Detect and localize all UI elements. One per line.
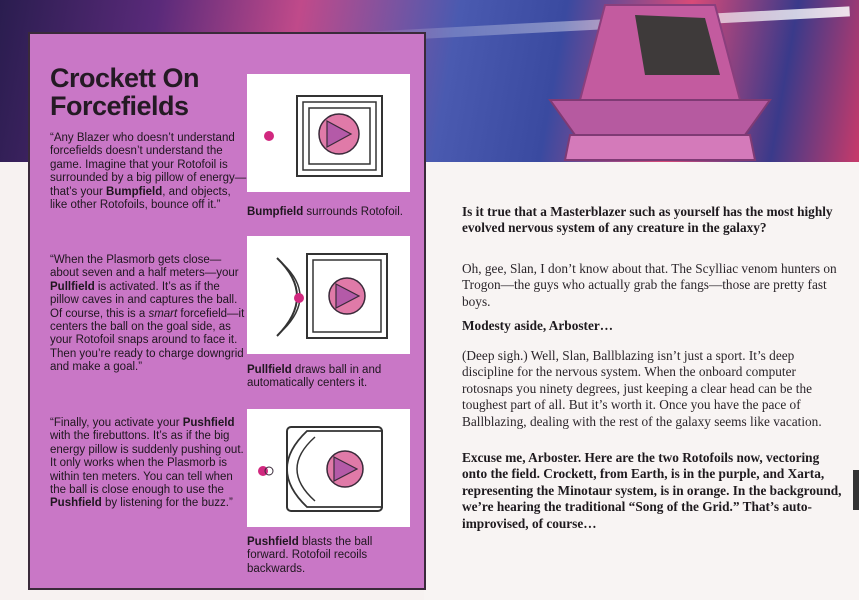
rotofoil-illustration bbox=[540, 0, 780, 162]
bumpfield-diagram bbox=[247, 74, 410, 192]
pushfield-caption: Pushfield blasts the ball forward. Rotofoil recoils backwards. bbox=[247, 536, 373, 575]
question-3: Excuse me, Arboster. Here are the two Rotofoils now, vectoring onto the field. Crockett, from Earth, is in the purple, and Xarta, representing the Minotaur system, is in orange. In the background, we’re hearing the traditional “Song of the Grid.” That’s auto-improvised, of course… bbox=[462, 450, 842, 531]
pullfield-diagram bbox=[247, 236, 410, 354]
question-2: Modesty aside, Arboster… bbox=[462, 318, 614, 333]
page-edge bbox=[853, 470, 859, 510]
pushfield-diagram bbox=[247, 409, 410, 527]
pullfield-paragraph: “When the Plasmorb gets close—about seven and a half meters—your Pullfield is activated. It’s as if the pillow caves in and captures the ball. Of course, this is a smart forcefield—it centers the ball on the goal side, as your Rotofoil snaps around to face it. Then you’re ready to charge downgrid and make a goal.” bbox=[50, 254, 245, 374]
question-1: Is it true that a Masterblazer such as yourself has the most highly evolved nervous system of any creature in the galaxy? bbox=[462, 204, 833, 236]
pushfield-paragraph: “Finally, you activate your Pushfield with the firebuttons. It’s as if the big energy pillow is suddenly pushing out. It only works when the Plasmorb is within ten meters. You can tell when the ball is close enough to use the Pushfield by listening for the buzz.” bbox=[50, 417, 244, 510]
sidebar-title: Crockett On Forcefields bbox=[50, 63, 200, 121]
forcefields-sidebar bbox=[28, 32, 426, 590]
bumpfield-caption: Bumpfield surrounds Rotofoil. bbox=[247, 206, 403, 218]
pullfield-caption: Pullfield draws ball in and automatically centers it. bbox=[247, 364, 382, 390]
answer-1: Oh, gee, Slan, I don’t know about that. The Scylliac venom hunters on Trogon—the guys who actually grab the fangs—those are pretty fast boys. bbox=[462, 261, 837, 309]
answer-2: (Deep sigh.) Well, Slan, Ballblazing isn’t just a sport. It’s deep discipline for the nervous system. When the onboard computer rotosnaps you ninety degrees, just keeping a clear head can be the toughest part of all. But it’s worth it. Once you have the pace of Ballblazing, dealing with the rest of the galaxy seems like vacation. bbox=[462, 348, 822, 429]
bumpfield-paragraph: “Any Blazer who doesn’t understand forcefields doesn’t understand the game. Imagine that your Rotofoil is surrounded by a big pillow of energy—that’s your Bumpfield, and objects, like other Rotofoils, bounce off it.” bbox=[50, 132, 247, 212]
